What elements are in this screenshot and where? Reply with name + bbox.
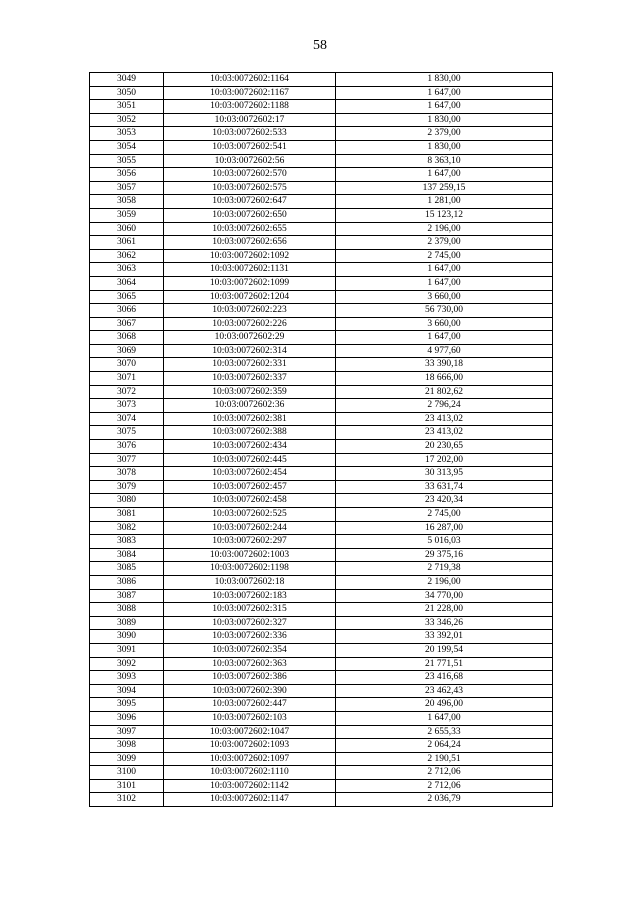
value-cell: 1 647,00	[336, 168, 553, 182]
table-row	[90, 249, 553, 263]
row-number-cell: 3082	[90, 521, 164, 535]
row-number-cell: 3090	[90, 630, 164, 644]
table-body	[90, 73, 553, 807]
row-number-cell: 3062	[90, 249, 164, 263]
cadastral-number-cell: 10:03:0072602:1093	[164, 739, 336, 753]
parcel-registry-table	[89, 72, 553, 807]
cadastral-number-cell: 10:03:0072602:650	[164, 208, 336, 222]
cadastral-number-cell: 10:03:0072602:354	[164, 643, 336, 657]
table-row	[90, 739, 553, 753]
table-row	[90, 603, 553, 617]
table-row	[90, 140, 553, 154]
value-cell: 33 631,74	[336, 480, 553, 494]
cadastral-number-cell: 10:03:0072602:1110	[164, 766, 336, 780]
value-cell: 2 196,00	[336, 575, 553, 589]
value-cell: 1 647,00	[336, 276, 553, 290]
row-number-cell: 3080	[90, 494, 164, 508]
value-cell: 2 036,79	[336, 793, 553, 807]
row-number-cell: 3063	[90, 263, 164, 277]
row-number-cell: 3087	[90, 589, 164, 603]
table-row	[90, 154, 553, 168]
table-row	[90, 643, 553, 657]
table-row	[90, 575, 553, 589]
cadastral-number-cell: 10:03:0072602:381	[164, 412, 336, 426]
value-cell: 56 730,00	[336, 304, 553, 318]
row-number-cell: 3075	[90, 426, 164, 440]
value-cell: 30 313,95	[336, 467, 553, 481]
cadastral-number-cell: 10:03:0072602:297	[164, 535, 336, 549]
value-cell: 1 647,00	[336, 100, 553, 114]
table-row	[90, 317, 553, 331]
row-number-cell: 3101	[90, 779, 164, 793]
cadastral-number-cell: 10:03:0072602:359	[164, 385, 336, 399]
cadastral-number-cell: 10:03:0072602:36	[164, 399, 336, 413]
value-cell: 21 802,62	[336, 385, 553, 399]
cadastral-number-cell: 10:03:0072602:223	[164, 304, 336, 318]
value-cell: 1 647,00	[336, 86, 553, 100]
table-row	[90, 290, 553, 304]
cadastral-number-cell: 10:03:0072602:454	[164, 467, 336, 481]
row-number-cell: 3072	[90, 385, 164, 399]
table-row	[90, 535, 553, 549]
value-cell: 23 420,34	[336, 494, 553, 508]
cadastral-number-cell: 10:03:0072602:647	[164, 195, 336, 209]
table-row	[90, 100, 553, 114]
row-number-cell: 3069	[90, 344, 164, 358]
value-cell: 5 016,03	[336, 535, 553, 549]
table-row	[90, 73, 553, 87]
cadastral-number-cell: 10:03:0072602:314	[164, 344, 336, 358]
table-row	[90, 372, 553, 386]
value-cell: 20 496,00	[336, 698, 553, 712]
row-number-cell: 3056	[90, 168, 164, 182]
row-number-cell: 3079	[90, 480, 164, 494]
cadastral-number-cell: 10:03:0072602:1164	[164, 73, 336, 87]
row-number-cell: 3064	[90, 276, 164, 290]
cadastral-number-cell: 10:03:0072602:244	[164, 521, 336, 535]
table-row	[90, 616, 553, 630]
cadastral-number-cell: 10:03:0072602:533	[164, 127, 336, 141]
row-number-cell: 3049	[90, 73, 164, 87]
table-row	[90, 494, 553, 508]
table-row	[90, 548, 553, 562]
row-number-cell: 3050	[90, 86, 164, 100]
cadastral-number-cell: 10:03:0072602:1204	[164, 290, 336, 304]
row-number-cell: 3057	[90, 181, 164, 195]
value-cell: 16 287,00	[336, 521, 553, 535]
value-cell: 23 462,43	[336, 684, 553, 698]
value-cell: 3 660,00	[336, 290, 553, 304]
cadastral-number-cell: 10:03:0072602:386	[164, 671, 336, 685]
row-number-cell: 3099	[90, 752, 164, 766]
cadastral-number-cell: 10:03:0072602:29	[164, 331, 336, 345]
row-number-cell: 3078	[90, 467, 164, 481]
cadastral-number-cell: 10:03:0072602:183	[164, 589, 336, 603]
table-row	[90, 453, 553, 467]
table-row	[90, 711, 553, 725]
cadastral-number-cell: 10:03:0072602:1142	[164, 779, 336, 793]
row-number-cell: 3065	[90, 290, 164, 304]
cadastral-number-cell: 10:03:0072602:1003	[164, 548, 336, 562]
value-cell: 23 413,02	[336, 426, 553, 440]
cadastral-number-cell: 10:03:0072602:458	[164, 494, 336, 508]
table-row	[90, 508, 553, 522]
value-cell: 2 745,00	[336, 249, 553, 263]
cadastral-number-cell: 10:03:0072602:1198	[164, 562, 336, 576]
row-number-cell: 3092	[90, 657, 164, 671]
value-cell: 18 666,00	[336, 372, 553, 386]
table-row	[90, 208, 553, 222]
row-number-cell: 3071	[90, 372, 164, 386]
row-number-cell: 3054	[90, 140, 164, 154]
row-number-cell: 3100	[90, 766, 164, 780]
cadastral-number-cell: 10:03:0072602:434	[164, 440, 336, 454]
value-cell: 2 196,00	[336, 222, 553, 236]
value-cell: 2 712,06	[336, 779, 553, 793]
value-cell: 2 712,06	[336, 766, 553, 780]
table-row	[90, 752, 553, 766]
value-cell: 1 830,00	[336, 140, 553, 154]
row-number-cell: 3086	[90, 575, 164, 589]
cadastral-number-cell: 10:03:0072602:570	[164, 168, 336, 182]
cadastral-number-cell: 10:03:0072602:363	[164, 657, 336, 671]
table-row	[90, 521, 553, 535]
value-cell: 2 796,24	[336, 399, 553, 413]
table-row	[90, 698, 553, 712]
table-row	[90, 426, 553, 440]
value-cell: 20 199,54	[336, 643, 553, 657]
cadastral-number-cell: 10:03:0072602:1099	[164, 276, 336, 290]
row-number-cell: 3084	[90, 548, 164, 562]
cadastral-number-cell: 10:03:0072602:1097	[164, 752, 336, 766]
cadastral-number-cell: 10:03:0072602:1188	[164, 100, 336, 114]
table-row	[90, 630, 553, 644]
row-number-cell: 3095	[90, 698, 164, 712]
row-number-cell: 3098	[90, 739, 164, 753]
row-number-cell: 3085	[90, 562, 164, 576]
cadastral-number-cell: 10:03:0072602:336	[164, 630, 336, 644]
row-number-cell: 3083	[90, 535, 164, 549]
value-cell: 2 719,38	[336, 562, 553, 576]
row-number-cell: 3070	[90, 358, 164, 372]
cadastral-number-cell: 10:03:0072602:18	[164, 575, 336, 589]
value-cell: 33 346,26	[336, 616, 553, 630]
value-cell: 21 228,00	[336, 603, 553, 617]
table-row	[90, 385, 553, 399]
table-row	[90, 399, 553, 413]
row-number-cell: 3066	[90, 304, 164, 318]
cadastral-number-cell: 10:03:0072602:541	[164, 140, 336, 154]
table-row	[90, 276, 553, 290]
row-number-cell: 3077	[90, 453, 164, 467]
table-row	[90, 657, 553, 671]
row-number-cell: 3053	[90, 127, 164, 141]
table-row	[90, 684, 553, 698]
cadastral-number-cell: 10:03:0072602:575	[164, 181, 336, 195]
row-number-cell: 3073	[90, 399, 164, 413]
table-row	[90, 236, 553, 250]
row-number-cell: 3051	[90, 100, 164, 114]
row-number-cell: 3052	[90, 113, 164, 127]
table-row	[90, 181, 553, 195]
value-cell: 33 392,01	[336, 630, 553, 644]
value-cell: 1 830,00	[336, 113, 553, 127]
value-cell: 2 190,51	[336, 752, 553, 766]
value-cell: 1 647,00	[336, 711, 553, 725]
value-cell: 1 647,00	[336, 331, 553, 345]
row-number-cell: 3091	[90, 643, 164, 657]
cadastral-number-cell: 10:03:0072602:1147	[164, 793, 336, 807]
value-cell: 21 771,51	[336, 657, 553, 671]
value-cell: 137 259,15	[336, 181, 553, 195]
value-cell: 1 281,00	[336, 195, 553, 209]
cadastral-number-cell: 10:03:0072602:17	[164, 113, 336, 127]
row-number-cell: 3081	[90, 508, 164, 522]
row-number-cell: 3094	[90, 684, 164, 698]
value-cell: 2 655,33	[336, 725, 553, 739]
cadastral-number-cell: 10:03:0072602:56	[164, 154, 336, 168]
table-row	[90, 331, 553, 345]
row-number-cell: 3096	[90, 711, 164, 725]
cadastral-number-cell: 10:03:0072602:327	[164, 616, 336, 630]
table-row	[90, 222, 553, 236]
table-row	[90, 127, 553, 141]
value-cell: 4 977,60	[336, 344, 553, 358]
table-row	[90, 779, 553, 793]
row-number-cell: 3058	[90, 195, 164, 209]
cadastral-number-cell: 10:03:0072602:1131	[164, 263, 336, 277]
cadastral-number-cell: 10:03:0072602:390	[164, 684, 336, 698]
table-row	[90, 168, 553, 182]
value-cell: 2 745,00	[336, 508, 553, 522]
row-number-cell: 3088	[90, 603, 164, 617]
table-row	[90, 480, 553, 494]
row-number-cell: 3068	[90, 331, 164, 345]
cadastral-number-cell: 10:03:0072602:1167	[164, 86, 336, 100]
cadastral-number-cell: 10:03:0072602:1047	[164, 725, 336, 739]
value-cell: 17 202,00	[336, 453, 553, 467]
cadastral-number-cell: 10:03:0072602:457	[164, 480, 336, 494]
value-cell: 20 230,65	[336, 440, 553, 454]
cadastral-number-cell: 10:03:0072602:447	[164, 698, 336, 712]
row-number-cell: 3061	[90, 236, 164, 250]
cadastral-number-cell: 10:03:0072602:103	[164, 711, 336, 725]
page-number: 58	[313, 38, 327, 53]
row-number-cell: 3089	[90, 616, 164, 630]
row-number-cell: 3102	[90, 793, 164, 807]
value-cell: 23 413,02	[336, 412, 553, 426]
value-cell: 29 375,16	[336, 548, 553, 562]
cadastral-number-cell: 10:03:0072602:445	[164, 453, 336, 467]
value-cell: 15 123,12	[336, 208, 553, 222]
table-row	[90, 793, 553, 807]
table-row	[90, 358, 553, 372]
table-row	[90, 766, 553, 780]
cadastral-number-cell: 10:03:0072602:388	[164, 426, 336, 440]
row-number-cell: 3059	[90, 208, 164, 222]
table-row	[90, 671, 553, 685]
row-number-cell: 3076	[90, 440, 164, 454]
table-row	[90, 440, 553, 454]
cadastral-number-cell: 10:03:0072602:655	[164, 222, 336, 236]
cadastral-number-cell: 10:03:0072602:315	[164, 603, 336, 617]
table-row	[90, 344, 553, 358]
row-number-cell: 3074	[90, 412, 164, 426]
value-cell: 2 379,00	[336, 127, 553, 141]
row-number-cell: 3093	[90, 671, 164, 685]
table-row	[90, 86, 553, 100]
table-row	[90, 412, 553, 426]
value-cell: 8 363,10	[336, 154, 553, 168]
cadastral-number-cell: 10:03:0072602:525	[164, 508, 336, 522]
cadastral-number-cell: 10:03:0072602:1092	[164, 249, 336, 263]
value-cell: 23 416,68	[336, 671, 553, 685]
row-number-cell: 3055	[90, 154, 164, 168]
value-cell: 3 660,00	[336, 317, 553, 331]
table-row	[90, 263, 553, 277]
value-cell: 2 064,24	[336, 739, 553, 753]
table-row	[90, 725, 553, 739]
table-row	[90, 113, 553, 127]
table-row	[90, 589, 553, 603]
cadastral-number-cell: 10:03:0072602:331	[164, 358, 336, 372]
row-number-cell: 3067	[90, 317, 164, 331]
cadastral-number-cell: 10:03:0072602:656	[164, 236, 336, 250]
table-row	[90, 467, 553, 481]
value-cell: 1 830,00	[336, 73, 553, 87]
value-cell: 2 379,00	[336, 236, 553, 250]
cadastral-number-cell: 10:03:0072602:337	[164, 372, 336, 386]
value-cell: 33 390,18	[336, 358, 553, 372]
table-row	[90, 562, 553, 576]
row-number-cell: 3060	[90, 222, 164, 236]
cadastral-number-cell: 10:03:0072602:226	[164, 317, 336, 331]
table-row	[90, 195, 553, 209]
value-cell: 1 647,00	[336, 263, 553, 277]
value-cell: 34 770,00	[336, 589, 553, 603]
table-row	[90, 304, 553, 318]
row-number-cell: 3097	[90, 725, 164, 739]
